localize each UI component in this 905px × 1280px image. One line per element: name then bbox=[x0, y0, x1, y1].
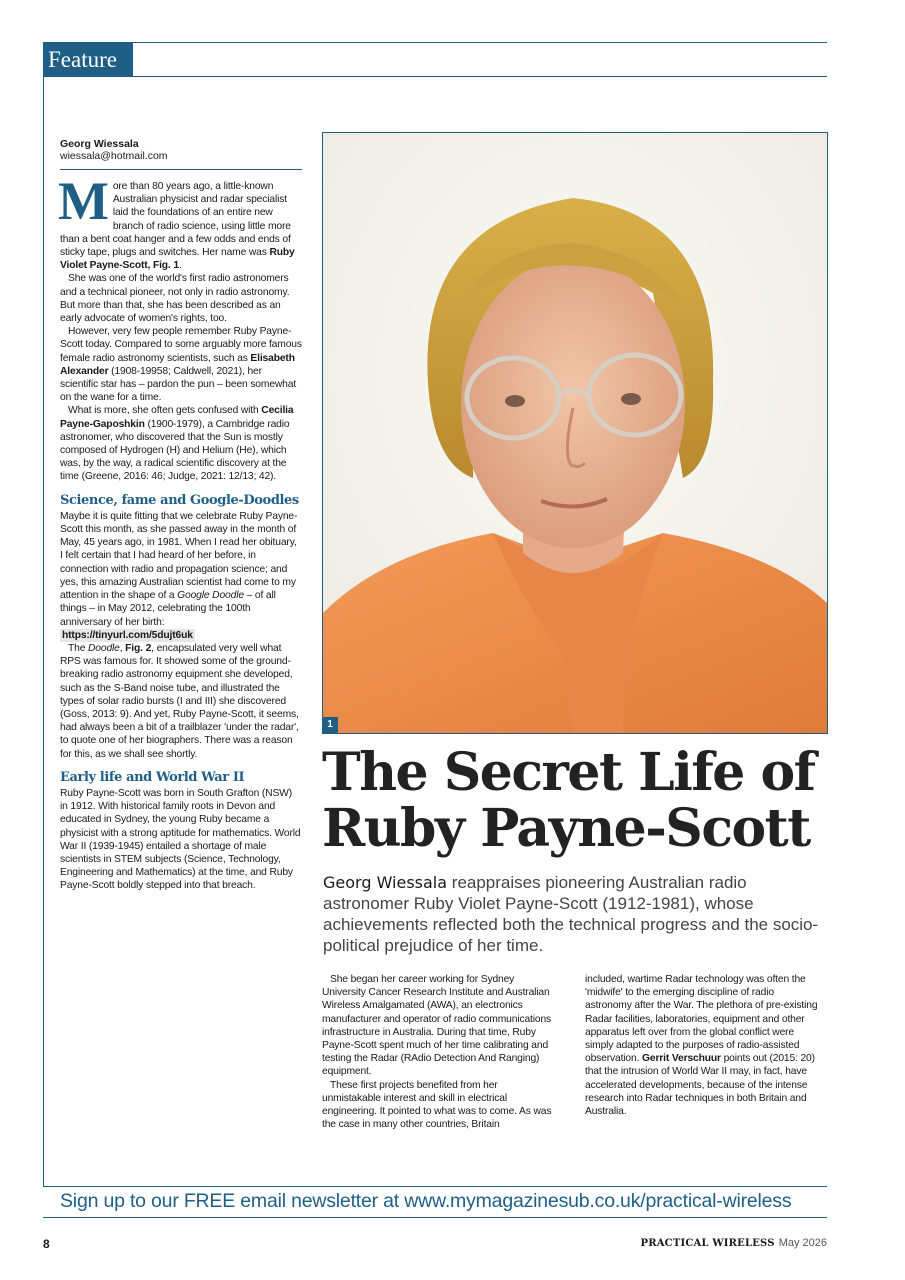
paragraph: What is more, she often gets confused with Cecilia Payne-Gaposhkin (1900-1979), a Cambridge radio astronomer, who discovered that the Sun is mostly composed of Hydrogen (H) and Helium (He), which was, by the way, a radical scientific discovery at the time (Greene, 2016: 46; Judge, 2021: 12/13; 42). bbox=[60, 405, 294, 483]
magazine-name: PRACTICAL WIRELESS bbox=[640, 1238, 775, 1249]
standfirst: Georg Wiessala reappraises pioneering Australian radio astronomer Ruby Violet Payne-Scott (1912-1981), whose achievements reflected both the technical progress and the socio-political prejudice of her time. bbox=[323, 873, 819, 955]
newsletter-link[interactable]: Sign up to our FREE email newsletter at www.mymagazinesub.co.uk/practical-wireless bbox=[60, 1190, 792, 1212]
footer-publication bbox=[640, 1237, 827, 1249]
article-body-left bbox=[58, 171, 302, 893]
author-email[interactable]: wiessala@hotmail.com bbox=[60, 150, 168, 162]
tinyurl-link[interactable]: https://tinyurl.com/5dujt6uk bbox=[62, 629, 193, 641]
url-line bbox=[60, 629, 302, 642]
paragraph: These first projects benefited from her unmistakable interest and skill in electrical engineering. It pointed to what was to come. As was the case in many other countries, Britain bbox=[322, 1079, 552, 1131]
paragraph: Ruby Payne-Scott was born in South Grafton (NSW) in 1912. With historical family roots in Devon and educated in Sydney, the young Ruby became a physicist with a strong aptitude for mathematics. World War II (1939-1945) entailed a shortage of male scientists in STEM subjects (Science, Technology, Engineering and Mathematics) at the time, and Ruby Payne-Scott boldly stepped into that breach. bbox=[60, 787, 301, 892]
paragraph: However, very few people remember Ruby Payne-Scott today. Compared to some arguably more famous female radio astronomy scientists, such as Elisabeth Alexander (1908-19958; Caldwell, 2021), her scientific star has – pardon the pun – been somewhat on the wane for a time. bbox=[60, 326, 302, 404]
left-margin-rule bbox=[43, 77, 44, 1187]
subheading: Early life and World War II bbox=[60, 769, 245, 785]
paragraph: More than 80 years ago, a little-known Australian physicist and radar specialist laid the foundations of an entire new branch of radio science, using little more than a bent coat hanger and a few odds and ends of sticky tape, plugs and switches. Her name was Ruby Violet Payne-Scott, Fig. 1. bbox=[58, 171, 295, 272]
article-headline: The Secret Life of Ruby Payne-Scott bbox=[322, 742, 815, 859]
page-number: 8 bbox=[43, 1237, 50, 1251]
figure-number: 1 bbox=[322, 717, 338, 733]
portrait-photo bbox=[322, 132, 828, 734]
article-column-2 bbox=[585, 973, 820, 1118]
paragraph: Maybe it is quite fitting that we celebrate Ruby Payne-Scott this month, as she passed away in the month of May, 45 years ago, in 1981. When I read her obituary, I felt certain that I had heard of her before, in connection with radio and propagation science; and yes, this amazing Australian scientist had come to my attention in the shape of a Google Doodle – of all things – in May 2012, celebrating the 100th anniversary of her birth: bbox=[60, 510, 298, 628]
divider bbox=[60, 169, 302, 170]
section-header bbox=[43, 42, 827, 77]
section-label: Feature bbox=[43, 42, 133, 77]
portrait-illustration bbox=[323, 133, 827, 733]
paragraph: She was one of the world's first radio astronomers and a technical pioneer, not only in radio astronomy. But more than that, she has been described as an early advocate of women's rights, too. bbox=[60, 273, 290, 325]
issue-date: May 2026 bbox=[778, 1237, 827, 1249]
paragraph: She began her career working for Sydney University Cancer Research Institute and Australian Wireless Amalgamated (AWA), an electronics manufacturer and operator of radio communications infrastructure in Australia. During that time, Ruby Payne-Scott spent much of her time calibrating and testing the Radar (RAdio Detection And Ranging) equipment. bbox=[322, 974, 552, 1078]
drop-cap: M bbox=[58, 171, 109, 231]
newsletter-banner bbox=[43, 1186, 827, 1218]
paragraph: The Doodle, Fig. 2, encapsulated very well what RPS was famous for. It showed some of the ground-breaking radio astronomy equipment she developed, such as the S-Band noise tube, and illustrated the types of solar radio bursts (I and III) she discovered (Goss, 2013: 9). And yet, Ruby Payne-Scott, it seems, had always been a bit of a trailblazer 'under the radar', to quote one of her biographers. There was a reason for this, as we shall see shortly. bbox=[60, 642, 299, 760]
article-column-1 bbox=[322, 973, 557, 1131]
paragraph: included, wartime Radar technology was often the 'midwife' to the emerging discipline of radio astronomy after the War. The plethora of pre-existing Radar facilities, laboratories, equipment and other apparatus left over from the global conflict were simply adapted to the purposes of radio-assisted observation. Gerrit Verschuur points out (2015: 20) that the intrusion of World War II may, in fact, have accelerated developments, because of the intense research into Radar techniques in both Britain and Australia. bbox=[585, 974, 818, 1118]
subheading: Science, fame and Google-Doodles bbox=[60, 492, 299, 508]
left-column bbox=[60, 138, 302, 893]
author-name: Georg Wiessala bbox=[60, 138, 139, 150]
